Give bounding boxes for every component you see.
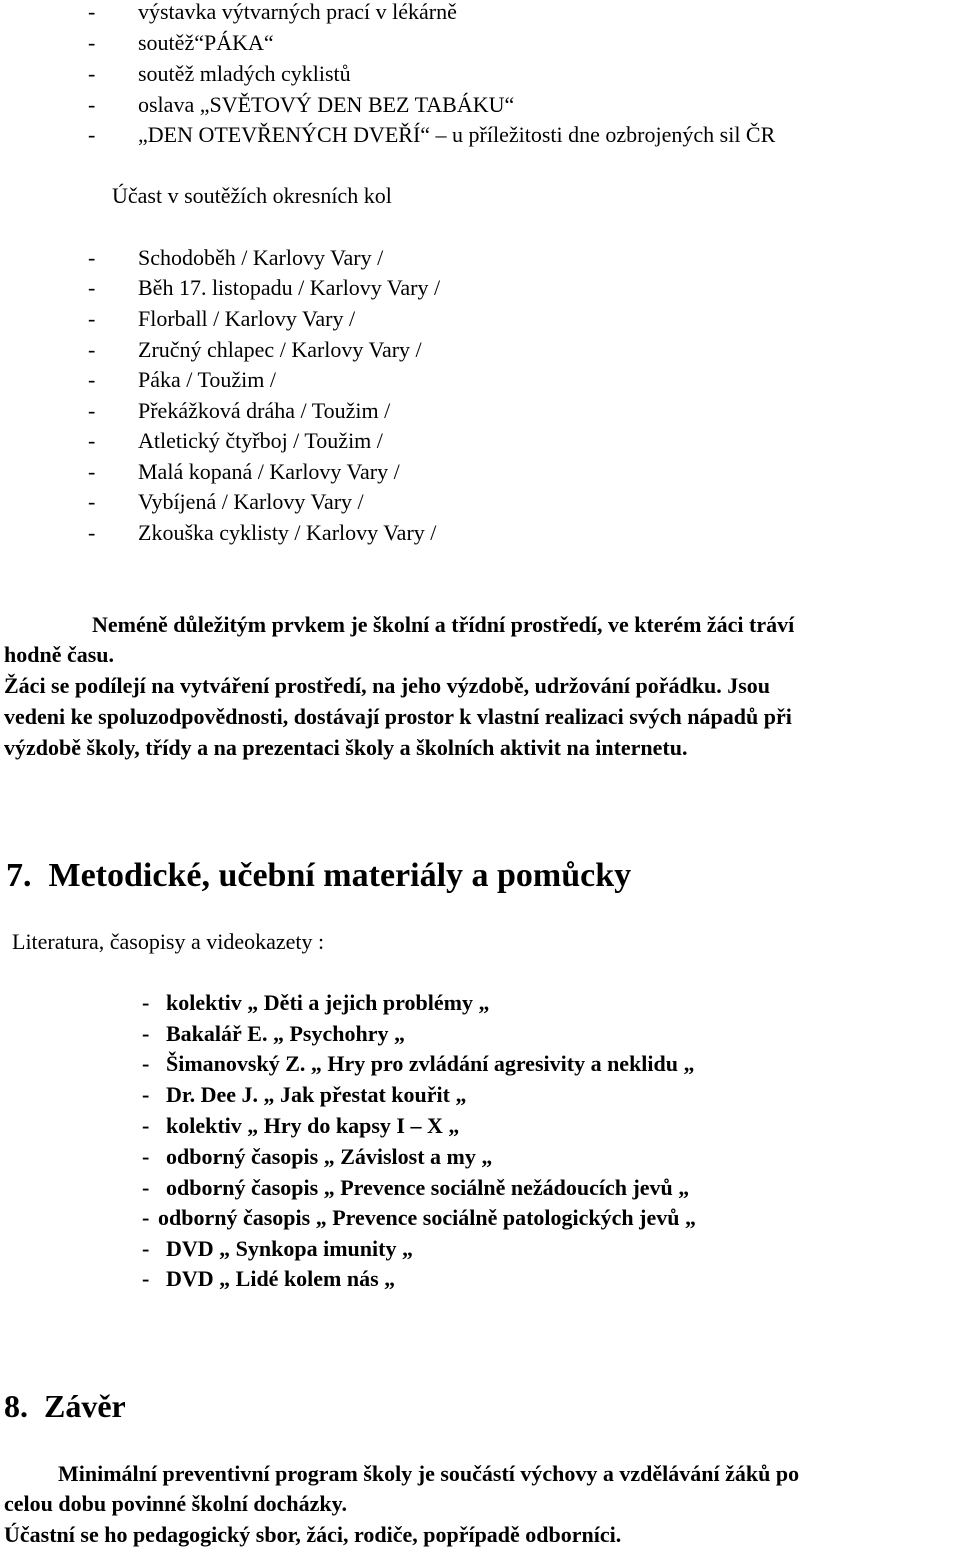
section-title: Metodické, učební materiály a pomůcky [48, 857, 632, 894]
paragraph-line: Minimální preventivní program školy je součástí výchovy a vzdělávání žáků po [58, 1461, 800, 1486]
list-item: - Schodoběh / Karlovy Vary / [88, 245, 384, 270]
paragraph-line: hodně času. [4, 642, 115, 667]
list-item: - odborný časopis „ Závislost a my „ [142, 1144, 493, 1169]
section-7-heading [6, 856, 631, 896]
paragraph-line: výzdobě školy, třídy a na prezentaci školy a školních aktivit na internetu. [4, 735, 688, 760]
paragraph-line: vedeni ke spoluzodpovědnosti, dostávají prostor k vlastní realizaci svých nápadů při [4, 704, 792, 729]
list-item: - DVD „ Lidé kolem nás „ [142, 1266, 396, 1291]
list-item: - Páka / Toužim / [88, 367, 276, 392]
list-item: - oslava „SVĚTOVÝ DEN BEZ TABÁKU“ [88, 92, 515, 117]
paragraph-line: Žáci se podílejí na vytváření prostředí, na jeho výzdobě, udržování pořádku. Jsou [4, 673, 770, 698]
list-item: - Zručný chlapec / Karlovy Vary / [88, 337, 422, 362]
list-item: - Atletický čtyřboj / Toužim / [88, 428, 383, 453]
paragraph-line: Účastní se ho pedagogický sbor, žáci, rodiče, popřípadě odborníci. [4, 1522, 622, 1547]
list-item: - Běh 17. listopadu / Karlovy Vary / [88, 275, 441, 300]
list-item: - odborný časopis „ Prevence sociálně patologických jevů „ [142, 1205, 696, 1230]
list-item: - Překážková dráha / Toužim / [88, 398, 391, 423]
list-item: - DVD „ Synkopa imunity „ [142, 1236, 413, 1261]
list-item: - Florball / Karlovy Vary / [88, 306, 356, 331]
list-item: - Zkouška cyklisty / Karlovy Vary / [88, 520, 437, 545]
list-item: - odborný časopis „ Prevence sociálně nežádoucích jevů „ [142, 1175, 690, 1200]
section-8-heading [4, 1386, 126, 1426]
list-item: - „DEN OTEVŘENÝCH DVEŘÍ“ – u příležitosti dne ozbrojených sil ČR [88, 122, 776, 147]
section-number: 7. [6, 857, 32, 894]
list-item: - kolektiv „ Děti a jejich problémy „ [142, 990, 490, 1015]
list-item: - kolektiv „ Hry do kapsy I – X „ [142, 1113, 460, 1138]
list-item: - soutěž mladých cyklistů [88, 61, 351, 86]
section-7-subtitle: Literatura, časopisy a videokazety : [12, 929, 325, 954]
list-item: - soutěž“PÁKA“ [88, 30, 274, 55]
list-item: - Šimanovský Z. „ Hry pro zvládání agresivity a neklidu „ [142, 1051, 695, 1076]
paragraph-line: Neméně důležitým prvkem je školní a třídní prostředí, ve kterém žáci tráví [92, 612, 795, 637]
list-item: - výstavka výtvarných prací v lékárně [88, 0, 457, 24]
list-item: - Malá kopaná / Karlovy Vary / [88, 459, 400, 484]
competitions-title: Účast v soutěžích okresních kol [112, 183, 392, 208]
list-item: - Bakalář E. „ Psychohry „ [142, 1021, 405, 1046]
section-title: Závěr [44, 1388, 126, 1424]
paragraph-line: celou dobu povinné školní docházky. [4, 1491, 347, 1516]
list-item: - Dr. Dee J. „ Jak přestat kouřit „ [142, 1082, 467, 1107]
section-number: 8. [4, 1388, 28, 1424]
list-item: - Vybíjená / Karlovy Vary / [88, 489, 364, 514]
